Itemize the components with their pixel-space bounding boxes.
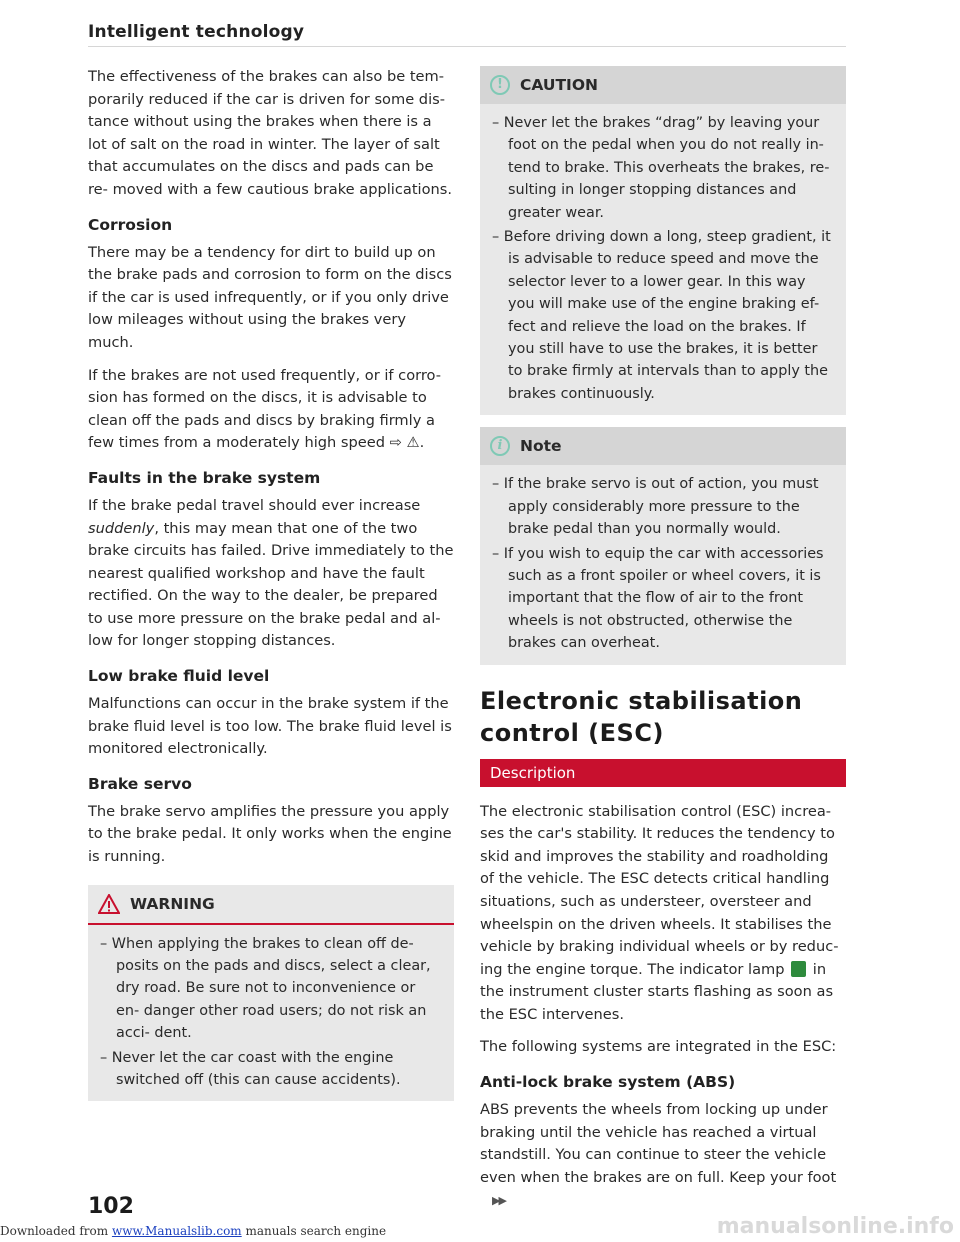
caution-item: – Never let the brakes “drag” by leaving your foot on the pedal when you do not really in- tend to brake. This overheats the brakes, re- sulting in longer stopping distances and greater wear.: [492, 115, 830, 221]
left-column: [88, 66, 454, 1101]
section-title: Intelligent technology: [88, 22, 305, 42]
faults-text-a: If the brake pedal travel should ever increase: [88, 496, 421, 514]
description-label: Description: [490, 763, 576, 782]
paragraph-abs: [480, 1099, 846, 1213]
heading-abs: Anti-lock brake system (ABS): [480, 1073, 736, 1092]
paragraph-faults: [88, 495, 454, 653]
note-box: [480, 427, 846, 664]
esc-heading: Electronic stabilisation control (ESC): [480, 686, 803, 747]
paragraph-corrosion-2: If the brakes are not used frequently, or if corro- sion has formed on the discs, it is advisable to clean off the pads and discs by braking firmly a few times from a moderately high speed ⇨ ⚠.: [88, 366, 442, 452]
paragraph-esc: [480, 801, 846, 1027]
exclamation-icon: !: [490, 75, 510, 95]
warning-body: [88, 925, 454, 1102]
right-column: [480, 66, 846, 1223]
caution-title: CAUTION: [520, 76, 598, 94]
continue-arrow-icon: ▶▶: [492, 1194, 505, 1208]
caution-header: [480, 66, 846, 104]
heading-low-fluid: Low brake fluid level: [88, 667, 270, 686]
heading-brake-servo: Brake servo: [88, 774, 192, 793]
footer-suffix: manuals search engine: [241, 1224, 387, 1238]
faults-text-b: , this may mean that one of the two brake circuits has failed. Drive immediately to the nearest qualified workshop and have the fault rectified. On the way to the dealer, be prepared to use more pressure on the brake pedal and al- low for longer stopping distances.: [88, 519, 454, 650]
caution-box: [480, 66, 846, 415]
paragraph-esc-systems: The following systems are integrated in the ESC:: [480, 1038, 837, 1056]
footer-prefix: Downloaded from: [0, 1224, 112, 1238]
note-header: [480, 427, 846, 465]
warning-title: WARNING: [130, 894, 215, 913]
esc-text-b: in the instrument cluster starts flashing as soon as the ESC intervenes.: [480, 960, 834, 1023]
warning-header: [88, 885, 454, 925]
warning-triangle-icon: [98, 894, 120, 914]
manualslib-link[interactable]: www.Manualslib.com: [111, 1224, 242, 1238]
warning-item: – Never let the car coast with the engine switched off (this can cause accidents).: [100, 1049, 401, 1089]
paragraph-brake-servo: The brake servo amplifies the pressure you apply to the brake pedal. It only works when the engine is running.: [88, 802, 452, 866]
note-title: Note: [520, 437, 562, 456]
paragraph-salt: The effectiveness of the brakes can also be tem- porarily reduced if the car is driven for some dis- tance without using the brakes when there is a lot of salt on the road in winter. The layer of salt that accumulates on the discs and pads can be re- moved with a few cautious brake applications.: [88, 68, 453, 198]
note-item: – If you wish to equip the car with accessories such as a front spoiler or wheel covers, it is important that the flow of air to the front wheels is not obstructed, otherwise the brakes can overheat.: [492, 545, 824, 652]
warning-item: – When applying the brakes to clean off de- posits on the pads and discs, select a clear, dry road. Be sure not to inconvenience or en- danger other road users; do not risk an acci- dent.: [100, 935, 431, 1042]
description-bar: [480, 759, 846, 787]
esc-text-a: The electronic stabilisation control (ESC) increa- ses the car's stability. It reduces the tendency to skid and improves the stability and roadholding of the vehicle. The ESC detects critical handling situations, such as understeer, oversteer and wheelspin on the driven wheels. It stabilises the vehicle by braking individual wheels or by reduc- ing the engine torque. The indicator lamp: [480, 802, 839, 978]
faults-text-emphasis: suddenly: [88, 519, 155, 537]
paragraph-low-fluid: Malfunctions can occur in the brake system if the brake fluid level is too low. The brake fluid level is monitored electronically.: [88, 695, 452, 758]
warning-box: [88, 885, 454, 1102]
heading-corrosion: Corrosion: [88, 215, 173, 234]
page-number: 102: [88, 1194, 134, 1219]
note-item: – If the brake servo is out of action, you must apply considerably more pressure to the brake pedal than you normally would.: [492, 476, 819, 538]
note-body: [480, 465, 846, 664]
download-footer: [0, 1224, 386, 1238]
heading-faults: Faults in the brake system: [88, 468, 321, 487]
paragraph-corrosion-1: There may be a tendency for dirt to build up on the brake pads and corrosion to form on the discs if the car is used infrequently, or if you only drive low mileages without using the brakes very much.: [88, 243, 452, 351]
info-icon: i: [490, 436, 510, 456]
abs-text: ABS prevents the wheels from locking up under braking until the vehicle has reached a virtual standstill. You can continue to steer the vehicle even when the brakes are on full. Keep your foot: [480, 1101, 837, 1186]
running-header: [88, 22, 846, 47]
caution-body: [480, 104, 846, 415]
caution-item: – Before driving down a long, steep gradient, it is advisable to reduce speed and move the selector lever to a lower gear. In this way you will make use of the engine braking ef- fect and relieve the load on the brakes. If you still have to use the brakes, it is better to brake firmly at intervals than to apply the brakes continuously.: [492, 229, 831, 402]
watermark: manualsonline.info: [716, 1214, 954, 1239]
esc-indicator-lamp-icon: [791, 961, 806, 977]
